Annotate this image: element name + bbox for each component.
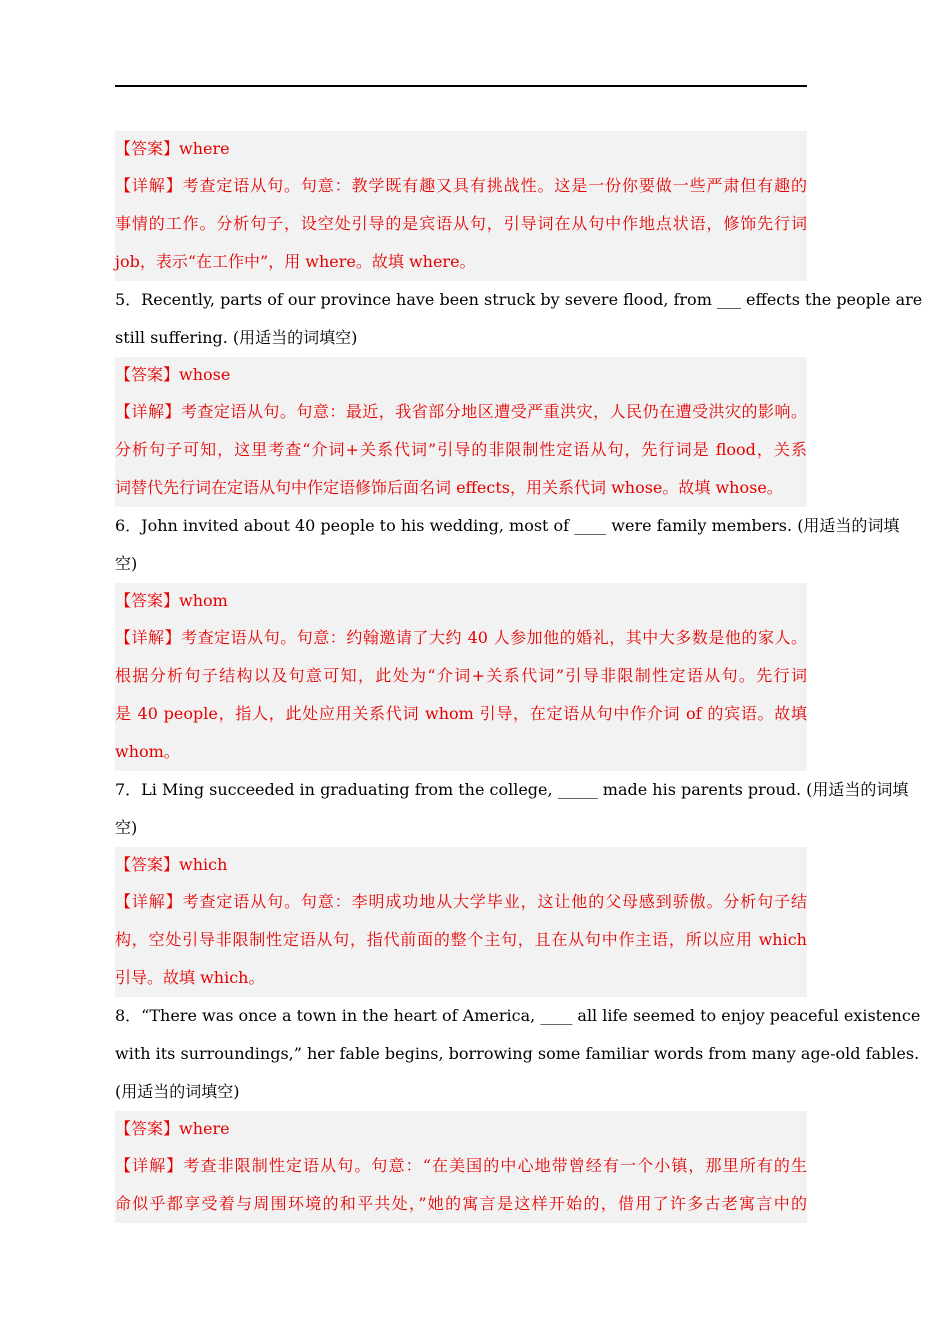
explanation-line: job，表示“在工作中”，用 where。故填 where。 [115, 252, 476, 271]
explanation-line: 词替代先行词在定语从句中作定语修饰后面名词 effects，用关系代词 whose。故填 whose。 [115, 478, 783, 497]
explanation-line: 引导。故填 which。 [115, 968, 265, 987]
answer-label: 【答案】whom [115, 591, 228, 610]
explanation-line: 是 40 people，指人，此处应用关系代词 whom 引导，在定语从句中作介词 of 的宾语。故填 [115, 704, 807, 723]
explanation-line: 根据分析句子结构以及句意可知，此处为“介词+关系代词”引导非限制性定语从句。先行词 [115, 666, 807, 685]
answer-block-4 [115, 131, 807, 281]
answer-label: 【答案】where [115, 139, 230, 158]
question-text: 空) [115, 818, 138, 837]
answer-block-5 [115, 357, 807, 507]
explanation-line: 构，空处引导非限制性定语从句，指代前面的整个主句，且在从句中作主语，所以应用 which [115, 930, 807, 949]
explanation-line: 分析句子可知，这里考查“介词+关系代词”引导的非限制性定语从句，先行词是 flood，关系 [115, 440, 807, 459]
question-text: still suffering. (用适当的词填空) [115, 328, 358, 347]
question-text: 8．“There was once a town in the heart of America, ____ all life seemed to enjoy peaceful existence [115, 1006, 921, 1025]
answer-block-7 [115, 847, 807, 997]
question-text: 6．John invited about 40 people to his wedding, most of ____ were family members. (用适当的词填 [115, 516, 900, 535]
explanation-line: 事情的工作。分析句子，设空处引导的是宾语从句，引导词在从句中作地点状语，修饰先行词 [115, 214, 807, 233]
question-text: 空) [115, 554, 138, 573]
explanation-line: whom。 [115, 742, 180, 761]
answer-label: 【答案】whose [115, 365, 231, 384]
explanation-line: 【详解】考查定语从句。句意：约翰邀请了大约 40 人参加他的婚礼，其中大多数是他的家人。 [115, 628, 807, 647]
question-7 [115, 771, 909, 847]
explanation-line: 【详解】考查定语从句。句意：李明成功地从大学毕业，这让他的父母感到骄傲。分析句子结 [115, 892, 807, 911]
question-6 [115, 507, 900, 583]
explanation-line: 【详解】考查非限制性定语从句。句意：“在美国的中心地带曾经有一个小镇，那里所有的生 [115, 1156, 807, 1175]
answer-label: 【答案】which [115, 855, 228, 874]
question-8 [115, 997, 921, 1111]
answer-block-6 [115, 583, 807, 771]
question-5 [115, 281, 923, 357]
explanation-line: 命似乎都享受着与周围环境的和平共处，”她的寓言是这样开始的，借用了许多古老寓言中的 [115, 1194, 807, 1213]
question-text: 5．Recently, parts of our province have been struck by severe flood, from ___ effects the people are [115, 290, 923, 309]
question-text: with its surroundings,” her fable begins, borrowing some familiar words from many age-old fables. [115, 1044, 920, 1063]
document-body [115, 131, 923, 1223]
header-rule [115, 85, 807, 87]
question-text: 7．Li Ming succeeded in graduating from the college, _____ made his parents proud. (用适当的词填 [115, 780, 909, 799]
answer-label: 【答案】where [115, 1119, 230, 1138]
explanation-line: 【详解】考查定语从句。句意：最近，我省部分地区遭受严重洪灾，人民仍在遭受洪灾的影响。 [115, 402, 807, 421]
answer-block-8 [115, 1111, 807, 1223]
explanation-line: 【详解】考查定语从句。句意：教学既有趣又具有挑战性。这是一份你要做一些严肃但有趣的 [115, 176, 807, 195]
question-text: (用适当的词填空) [115, 1082, 240, 1101]
